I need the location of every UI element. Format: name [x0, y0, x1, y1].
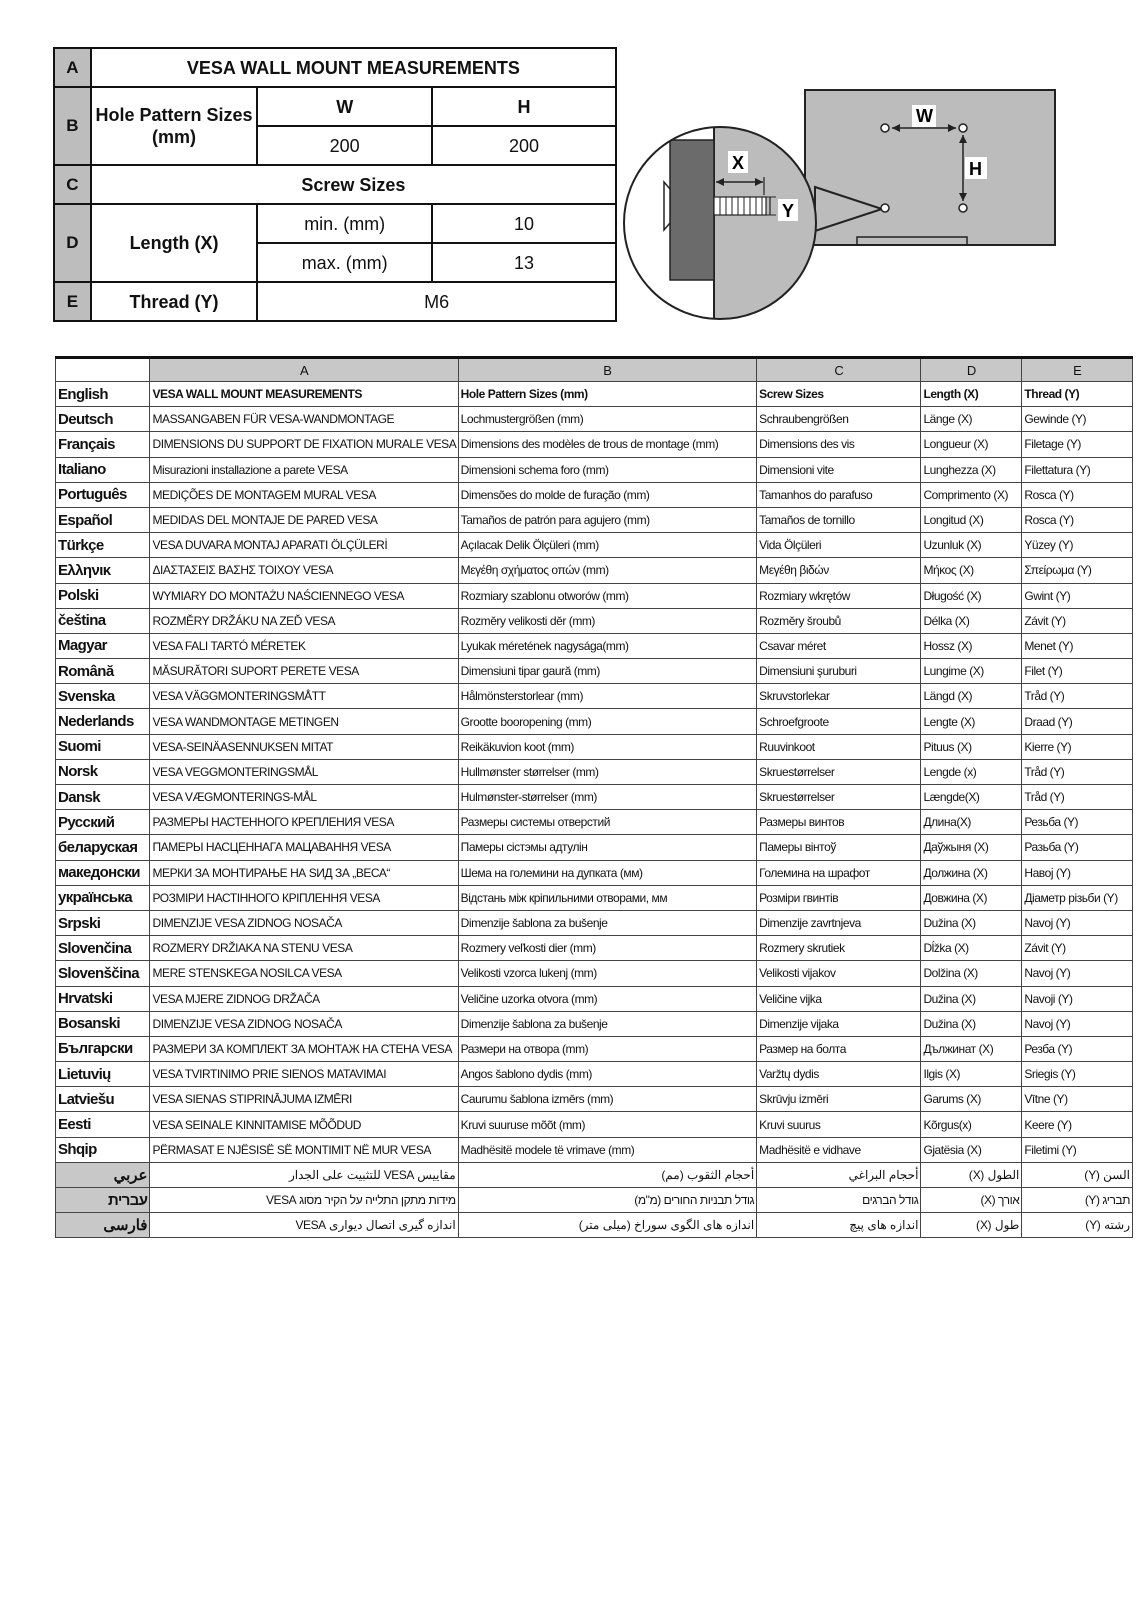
x-label: X: [732, 153, 745, 173]
header-blank-cell: [56, 358, 150, 382]
col-c-cell: Розміри гвинтів: [757, 885, 921, 910]
col-c-cell: גודל הברגים: [757, 1188, 921, 1213]
col-b-cell: Reikäkuvion koot (mm): [458, 734, 757, 759]
col-a-cell: VESA TVIRTINIMO PRIE SIENOS MATAVIMAI: [150, 1062, 458, 1087]
col-b-cell: Rozmiary szablonu otworów (mm): [458, 583, 757, 608]
col-c-cell: Veličine vijka: [757, 986, 921, 1011]
language-row: [56, 457, 1133, 482]
col-a-cell: VESA DUVARA MONTAJ APARATI ÖLÇÜLERİ: [150, 533, 458, 558]
column-header: E: [1022, 358, 1133, 382]
col-e-cell: Tråd (Y): [1022, 684, 1133, 709]
col-b-cell: Dimensions des modèles de trous de montage (mm): [458, 432, 757, 457]
col-a-cell: VESA WALL MOUNT MEASUREMENTS: [150, 382, 458, 407]
col-a-cell: MERE STENSKEGA NOSILCA VESA: [150, 961, 458, 986]
col-e-cell: תבריג (Y): [1022, 1188, 1133, 1213]
col-c-cell: Памеры вінтоў: [757, 835, 921, 860]
col-c-cell: Skruestørrelser: [757, 759, 921, 784]
col-c-cell: أحجام البراغي: [757, 1162, 921, 1187]
col-d-cell: Garums (X): [921, 1087, 1022, 1112]
col-e-cell: Навој (Y): [1022, 860, 1133, 885]
col-d-cell: Length (X): [921, 382, 1022, 407]
screw-sizes-label: Screw Sizes: [91, 165, 616, 204]
vesa-spec-table: [53, 47, 617, 322]
language-row: [56, 558, 1133, 583]
col-e-cell: Navoj (Y): [1022, 1011, 1133, 1036]
col-a-cell: РАЗМЕРИ ЗА КОМПЛЕКТ ЗА МОНТАЖ НА СТЕНА VESA: [150, 1036, 458, 1061]
col-a-cell: WYMIARY DO MONTAŻU NAŚCIENNEGO VESA: [150, 583, 458, 608]
col-c-cell: Rozměry šroubů: [757, 608, 921, 633]
language-row: [56, 734, 1133, 759]
language-row: [56, 684, 1133, 709]
col-b-cell: Rozmery veľkosti dier (mm): [458, 936, 757, 961]
col-e-cell: السن (Y): [1022, 1162, 1133, 1187]
language-name: беларуская: [56, 835, 150, 860]
col-d-cell: Дължинат (X): [921, 1036, 1022, 1061]
language-name: Hrvatski: [56, 986, 150, 1011]
language-row: [56, 1188, 1133, 1213]
col-a-cell: VESA VÄGGMONTERINGSMÅTT: [150, 684, 458, 709]
language-row: [56, 507, 1133, 532]
col-c-cell: Skruestørrelser: [757, 785, 921, 810]
col-a-cell: VESA MJERE ZIDNOG DRŽAČA: [150, 986, 458, 1011]
col-b-cell: Lochmustergrößen (mm): [458, 407, 757, 432]
col-d-cell: Comprimento (X): [921, 482, 1022, 507]
language-name: Latviešu: [56, 1087, 150, 1112]
h-label: H: [969, 159, 982, 179]
magnifier-detail: [620, 115, 834, 335]
min-value: 10: [432, 204, 616, 243]
col-e-cell: Draad (Y): [1022, 709, 1133, 734]
col-c-cell: Kruvi suurus: [757, 1112, 921, 1137]
col-a-cell: PËRMASAT E NJËSISË SË MONTIMIT NË MUR VESA: [150, 1137, 458, 1162]
row-label-a: A: [54, 48, 91, 87]
col-d-cell: Délka (X): [921, 608, 1022, 633]
spec-row-a: [54, 48, 616, 87]
col-a-cell: מידות מתקן התלייה על הקיר מסוג VESA: [150, 1188, 458, 1213]
col-d-cell: Lungime (X): [921, 659, 1022, 684]
col-b-cell: Rozměry velikosti děr (mm): [458, 608, 757, 633]
col-a-cell: ΔΙΑΣΤΑΣΕΙΣ ΒΑΣΗΣ ΤΟΙΧΟΥ VESA: [150, 558, 458, 583]
column-header: B: [458, 358, 757, 382]
language-name: Deutsch: [56, 407, 150, 432]
language-row: [56, 1213, 1133, 1238]
language-name: Slovenščina: [56, 961, 150, 986]
wall-bracket: [670, 140, 714, 280]
spec-title: VESA WALL MOUNT MEASUREMENTS: [91, 48, 616, 87]
col-d-cell: Kõrgus(x): [921, 1112, 1022, 1137]
col-a-cell: ПАМЕРЫ НАСЦЕННАГА МАЦАВАННЯ VESA: [150, 835, 458, 860]
col-d-cell: Dolžina (X): [921, 961, 1022, 986]
language-row: [56, 910, 1133, 935]
language-name: македонски: [56, 860, 150, 885]
col-a-cell: РАЗМЕРЫ НАСТЕННОГО КРЕПЛЕНИЯ VESA: [150, 810, 458, 835]
language-row: [56, 860, 1133, 885]
col-c-cell: Големина на шрафот: [757, 860, 921, 885]
col-d-cell: Lengde (x): [921, 759, 1022, 784]
language-row: [56, 759, 1133, 784]
col-e-cell: Gewinde (Y): [1022, 407, 1133, 432]
length-label: Length (X): [91, 204, 258, 282]
col-a-cell: MĂSURĂTORI SUPORT PERETE VESA: [150, 659, 458, 684]
col-e-cell: Разьба (Y): [1022, 835, 1133, 860]
h-header: H: [432, 87, 616, 126]
col-a-cell: MASSANGABEN FÜR VESA-WANDMONTAGE: [150, 407, 458, 432]
col-e-cell: Sriegis (Y): [1022, 1062, 1133, 1087]
col-a-cell: DIMENZIJE VESA ZIDNOG NOSAČA: [150, 910, 458, 935]
col-b-cell: Dimensiuni tipar gaură (mm): [458, 659, 757, 684]
col-d-cell: אורך (X): [921, 1188, 1022, 1213]
hole-pattern-label: Hole Pattern Sizes (mm): [91, 87, 258, 165]
col-a-cell: VESA SIENAS STIPRINĀJUMA IZMĒRI: [150, 1087, 458, 1112]
col-c-cell: Размер на болта: [757, 1036, 921, 1061]
row-label-d: D: [54, 204, 91, 282]
col-e-cell: Yüzey (Y): [1022, 533, 1133, 558]
col-e-cell: Tråd (Y): [1022, 759, 1133, 784]
col-c-cell: Skruvstorlekar: [757, 684, 921, 709]
language-name: Srpski: [56, 910, 150, 935]
col-c-cell: Ruuvinkoot: [757, 734, 921, 759]
col-b-cell: גודל תבניות החורים (מ"מ): [458, 1188, 757, 1213]
language-row: [56, 659, 1133, 684]
col-d-cell: Lengte (X): [921, 709, 1022, 734]
language-name: Nederlands: [56, 709, 150, 734]
col-c-cell: Dimensions des vis: [757, 432, 921, 457]
language-name: Български: [56, 1036, 150, 1061]
language-row: [56, 1087, 1133, 1112]
col-d-cell: Longueur (X): [921, 432, 1022, 457]
col-e-cell: Tråd (Y): [1022, 785, 1133, 810]
col-d-cell: Dužina (X): [921, 986, 1022, 1011]
min-label: min. (mm): [257, 204, 432, 243]
col-d-cell: Länge (X): [921, 407, 1022, 432]
col-e-cell: Filettatura (Y): [1022, 457, 1133, 482]
col-c-cell: Varžtų dydis: [757, 1062, 921, 1087]
col-c-cell: Tamanhos do parafuso: [757, 482, 921, 507]
language-row: [56, 482, 1133, 507]
max-label: max. (mm): [257, 243, 432, 282]
col-c-cell: Rozmery skrutiek: [757, 936, 921, 961]
language-name: Português: [56, 482, 150, 507]
w-value: 200: [257, 126, 432, 165]
col-b-cell: اندازه های الگوی سوراخ (میلی متر): [458, 1213, 757, 1238]
col-b-cell: Dimenzije šablona za bušenje: [458, 910, 757, 935]
col-d-cell: Długość (X): [921, 583, 1022, 608]
col-e-cell: Gwint (Y): [1022, 583, 1133, 608]
language-name: Italiano: [56, 457, 150, 482]
col-a-cell: VESA WANDMONTAGE METINGEN: [150, 709, 458, 734]
col-e-cell: Резьба (Y): [1022, 810, 1133, 835]
language-name: čeština: [56, 608, 150, 633]
language-name: Français: [56, 432, 150, 457]
mount-diagram: [620, 85, 1060, 335]
language-row: [56, 961, 1133, 986]
col-d-cell: Längd (X): [921, 684, 1022, 709]
row-label-b: B: [54, 87, 91, 165]
language-name: Suomi: [56, 734, 150, 759]
col-b-cell: Lyukak méretének nagysága(mm): [458, 633, 757, 658]
language-row: [56, 810, 1133, 835]
language-name: Slovenčina: [56, 936, 150, 961]
thread-label: Thread (Y): [91, 282, 258, 321]
col-b-cell: Hålmönsterstorlear (mm): [458, 684, 757, 709]
language-row: [56, 633, 1133, 658]
y-label: Y: [782, 201, 795, 221]
col-c-cell: Madhësitë e vidhave: [757, 1137, 921, 1162]
translation-table: [55, 356, 1133, 1238]
col-e-cell: Rosca (Y): [1022, 482, 1133, 507]
col-c-cell: Vida Ölçüleri: [757, 533, 921, 558]
language-name: Polski: [56, 583, 150, 608]
col-d-cell: Ilgis (X): [921, 1062, 1022, 1087]
language-name: English: [56, 382, 150, 407]
language-name: Shqip: [56, 1137, 150, 1162]
language-row: [56, 1062, 1133, 1087]
spec-row-d: [54, 204, 616, 243]
column-header: D: [921, 358, 1022, 382]
col-d-cell: Længde(X): [921, 785, 1022, 810]
col-b-cell: Caurumu šablona izmērs (mm): [458, 1087, 757, 1112]
col-e-cell: Filetimi (Y): [1022, 1137, 1133, 1162]
language-row: [56, 885, 1133, 910]
table-header-row: [56, 358, 1133, 382]
language-name: Русский: [56, 810, 150, 835]
col-a-cell: اندازه گیری اتصال دیواری VESA: [150, 1213, 458, 1238]
col-b-cell: Hole Pattern Sizes (mm): [458, 382, 757, 407]
col-e-cell: Filetage (Y): [1022, 432, 1133, 457]
screw-thread: [714, 197, 766, 215]
col-d-cell: الطول (X): [921, 1162, 1022, 1187]
col-a-cell: РОЗМІРИ НАСТІННОГО КРІПЛЕННЯ VESA: [150, 885, 458, 910]
col-a-cell: VESA VÆGMONTERINGS-MÅL: [150, 785, 458, 810]
col-b-cell: Madhësitë modele të vrimave (mm): [458, 1137, 757, 1162]
col-e-cell: رشته (Y): [1022, 1213, 1133, 1238]
col-c-cell: Μεγέθη βιδών: [757, 558, 921, 583]
spec-row-b: [54, 87, 616, 126]
col-b-cell: Grootte booropening (mm): [458, 709, 757, 734]
language-row: [56, 835, 1133, 860]
col-e-cell: Kierre (Y): [1022, 734, 1133, 759]
language-row: [56, 608, 1133, 633]
col-c-cell: Tamaños de tornillo: [757, 507, 921, 532]
col-e-cell: Navoj (Y): [1022, 961, 1133, 986]
col-b-cell: Шема на големини на дупката (мм): [458, 860, 757, 885]
language-row: [56, 986, 1133, 1011]
col-c-cell: Dimensioni vite: [757, 457, 921, 482]
screw-head: [664, 182, 670, 230]
col-c-cell: Schroefgroote: [757, 709, 921, 734]
col-a-cell: VESA FALI TARTÓ MÉRETEK: [150, 633, 458, 658]
language-row: [56, 1137, 1133, 1162]
col-b-cell: Angos šablono dydis (mm): [458, 1062, 757, 1087]
col-d-cell: Dĺžka (X): [921, 936, 1022, 961]
language-row: [56, 432, 1133, 457]
col-c-cell: Csavar méret: [757, 633, 921, 658]
col-e-cell: Thread (Y): [1022, 382, 1133, 407]
row-label-c: C: [54, 165, 91, 204]
col-b-cell: Tamaños de patrón para agujero (mm): [458, 507, 757, 532]
column-header: C: [757, 358, 921, 382]
language-row: [56, 709, 1133, 734]
col-e-cell: Rosca (Y): [1022, 507, 1133, 532]
language-row: [56, 533, 1133, 558]
language-name: Eesti: [56, 1112, 150, 1137]
col-b-cell: Kruvi suuruse mõõt (mm): [458, 1112, 757, 1137]
language-name: عربي: [56, 1162, 150, 1187]
col-a-cell: ROZMERY DRŽIAKA NA STENU VESA: [150, 936, 458, 961]
col-e-cell: Σπείρωμα (Y): [1022, 558, 1133, 583]
language-row: [56, 1011, 1133, 1036]
language-name: Türkçe: [56, 533, 150, 558]
col-d-cell: Dužina (X): [921, 910, 1022, 935]
col-c-cell: Skrūvju izmēri: [757, 1087, 921, 1112]
thread-value: M6: [257, 282, 616, 321]
spec-row-e: [54, 282, 616, 321]
col-d-cell: Μήκος (X): [921, 558, 1022, 583]
col-a-cell: DIMENZIJE VESA ZIDNOG NOSAČA: [150, 1011, 458, 1036]
col-c-cell: Velikosti vijakov: [757, 961, 921, 986]
language-name: Română: [56, 659, 150, 684]
language-name: עברית: [56, 1188, 150, 1213]
language-row: [56, 785, 1133, 810]
col-a-cell: VESA VEGGMONTERINGSMÅL: [150, 759, 458, 784]
col-d-cell: Dužina (X): [921, 1011, 1022, 1036]
w-label: W: [916, 106, 933, 126]
col-a-cell: Misurazioni installazione a parete VESA: [150, 457, 458, 482]
col-d-cell: طول (X): [921, 1213, 1022, 1238]
spec-row-c: [54, 165, 616, 204]
col-b-cell: Памеры сістэмы адтулін: [458, 835, 757, 860]
col-a-cell: ROZMĚRY DRŽÁKU NA ZEĎ VESA: [150, 608, 458, 633]
col-d-cell: Довжина (X): [921, 885, 1022, 910]
language-name: Dansk: [56, 785, 150, 810]
col-b-cell: Hulmønster-størrelser (mm): [458, 785, 757, 810]
h-value: 200: [432, 126, 616, 165]
col-b-cell: Hullmønster størrelser (mm): [458, 759, 757, 784]
col-b-cell: Відстань між кріпильними отворами, мм: [458, 885, 757, 910]
language-row: [56, 1036, 1133, 1061]
col-c-cell: اندازه های پیچ: [757, 1213, 921, 1238]
col-d-cell: Uzunluk (X): [921, 533, 1022, 558]
column-header: A: [150, 358, 458, 382]
col-e-cell: Menet (Y): [1022, 633, 1133, 658]
col-a-cell: МЕРКИ ЗА МОНТИРАЊЕ НА ЅИД ЗА „ВЕСА“: [150, 860, 458, 885]
language-name: українська: [56, 885, 150, 910]
language-name: Bosanski: [56, 1011, 150, 1036]
language-row: [56, 407, 1133, 432]
col-b-cell: أحجام الثقوب (مم): [458, 1162, 757, 1187]
col-a-cell: MEDIÇÕES DE MONTAGEM MURAL VESA: [150, 482, 458, 507]
col-e-cell: Navoji (Y): [1022, 986, 1133, 1011]
col-c-cell: Размеры винтов: [757, 810, 921, 835]
col-d-cell: Hossz (X): [921, 633, 1022, 658]
language-name: Svenska: [56, 684, 150, 709]
col-b-cell: Dimensões do molde de furação (mm): [458, 482, 757, 507]
row-label-e: E: [54, 282, 91, 321]
language-name: Lietuvių: [56, 1062, 150, 1087]
language-row: [56, 1162, 1133, 1187]
col-e-cell: Vītne (Y): [1022, 1087, 1133, 1112]
col-d-cell: Длина(X): [921, 810, 1022, 835]
col-d-cell: Должина (X): [921, 860, 1022, 885]
language-name: Norsk: [56, 759, 150, 784]
col-e-cell: Navoj (Y): [1022, 910, 1133, 935]
col-b-cell: Dimensioni schema foro (mm): [458, 457, 757, 482]
col-b-cell: Dimenzije šablona za bušenje: [458, 1011, 757, 1036]
col-d-cell: Longitud (X): [921, 507, 1022, 532]
col-b-cell: Μεγέθη σχήματος οπών (mm): [458, 558, 757, 583]
col-b-cell: Размеры системы отверстий: [458, 810, 757, 835]
col-c-cell: Rozmiary wkrętów: [757, 583, 921, 608]
language-name: Magyar: [56, 633, 150, 658]
col-d-cell: Pituus (X): [921, 734, 1022, 759]
col-e-cell: Filet (Y): [1022, 659, 1133, 684]
col-e-cell: Резба (Y): [1022, 1036, 1133, 1061]
col-a-cell: مقاييس VESA للتثبيت على الجدار: [150, 1162, 458, 1187]
col-c-cell: Dimenzije zavrtnjeva: [757, 910, 921, 935]
col-d-cell: Gjatësia (X): [921, 1137, 1022, 1162]
col-b-cell: Velikosti vzorca lukenj (mm): [458, 961, 757, 986]
language-name: Ελληνικ: [56, 558, 150, 583]
col-e-cell: Závit (Y): [1022, 936, 1133, 961]
col-e-cell: Keere (Y): [1022, 1112, 1133, 1137]
w-header: W: [257, 87, 432, 126]
col-e-cell: Діаметр різьби (Y): [1022, 885, 1133, 910]
language-row: [56, 1112, 1133, 1137]
language-row: [56, 583, 1133, 608]
language-name: فارسی: [56, 1213, 150, 1238]
col-a-cell: VESA-SEINÄASENNUKSEN MITAT: [150, 734, 458, 759]
language-row: [56, 936, 1133, 961]
col-a-cell: MEDIDAS DEL MONTAJE DE PARED VESA: [150, 507, 458, 532]
col-e-cell: Závit (Y): [1022, 608, 1133, 633]
language-name: Español: [56, 507, 150, 532]
col-c-cell: Dimensiuni şuruburi: [757, 659, 921, 684]
col-b-cell: Veličine uzorka otvora (mm): [458, 986, 757, 1011]
col-d-cell: Lunghezza (X): [921, 457, 1022, 482]
col-c-cell: Dimenzije vijaka: [757, 1011, 921, 1036]
col-d-cell: Даўжыня (X): [921, 835, 1022, 860]
col-a-cell: DIMENSIONS DU SUPPORT DE FIXATION MURALE VESA: [150, 432, 458, 457]
col-c-cell: Schraubengrößen: [757, 407, 921, 432]
col-b-cell: Açılacak Delik Ölçüleri (mm): [458, 533, 757, 558]
language-row: [56, 382, 1133, 407]
col-c-cell: Screw Sizes: [757, 382, 921, 407]
col-b-cell: Размери на отвора (mm): [458, 1036, 757, 1061]
col-a-cell: VESA SEINALE KINNITAMISE MÕÕDUD: [150, 1112, 458, 1137]
max-value: 13: [432, 243, 616, 282]
